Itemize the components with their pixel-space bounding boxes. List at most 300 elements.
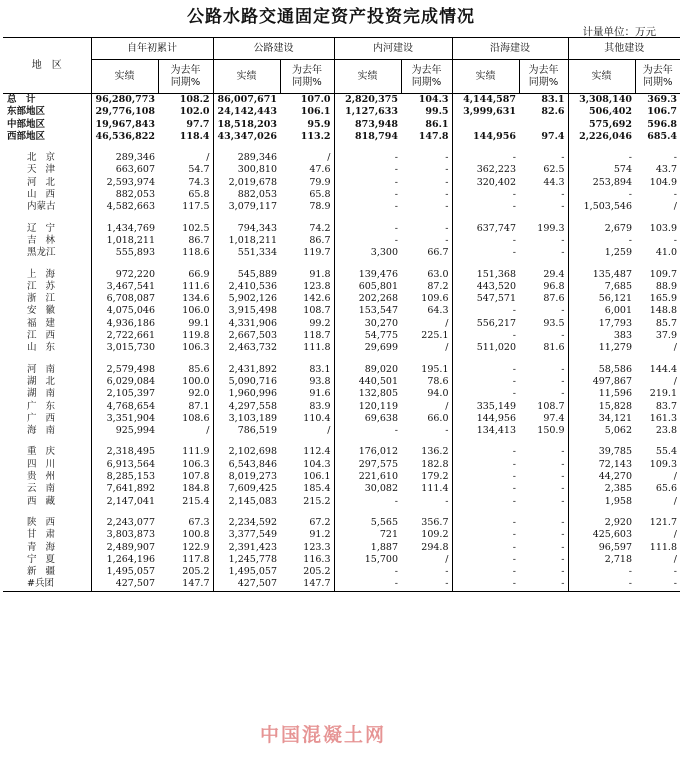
yoy-value: - xyxy=(445,425,449,437)
yoy-value: 108.6 xyxy=(182,412,210,424)
actual-value: 786,519 xyxy=(213,425,280,437)
row-spacer xyxy=(3,260,680,269)
actual-value: 972,220 xyxy=(91,269,158,281)
actual-value: 1,495,057 xyxy=(91,566,158,578)
actual-value: 89,020 xyxy=(334,364,401,376)
actual-value: 4,075,046 xyxy=(91,305,158,317)
province-row xyxy=(3,446,680,458)
yoy-value: 99.1 xyxy=(188,317,210,329)
region-name: 陕西 xyxy=(27,516,65,528)
yoy-value: 99.2 xyxy=(309,317,331,329)
yoy-value: 106.0 xyxy=(182,305,210,317)
yoy-value: 113.2 xyxy=(300,130,331,142)
actual-value: - xyxy=(452,388,519,400)
actual-value: 39,785 xyxy=(568,446,635,458)
yoy-value: 122.9 xyxy=(182,541,210,553)
actual-value: 5,902,126 xyxy=(213,293,280,305)
province-row xyxy=(3,269,680,281)
actual-value: 3,467,541 xyxy=(91,281,158,293)
yoy-value: 111.6 xyxy=(182,280,210,292)
actual-value: 17,793 xyxy=(568,318,635,330)
province-row xyxy=(3,318,680,330)
yoy-value: 62.5 xyxy=(543,164,565,176)
actual-value: 202,268 xyxy=(334,293,401,305)
actual-value: 3,015,730 xyxy=(91,342,158,354)
actual-value: 506,402 xyxy=(568,106,635,118)
actual-value: 3,079,117 xyxy=(213,201,280,213)
actual-value: 1,018,211 xyxy=(213,235,280,247)
yoy-value: 110.4 xyxy=(303,412,331,424)
province-row xyxy=(3,152,680,164)
yoy-value: 118.6 xyxy=(182,247,210,259)
province-row xyxy=(3,496,680,508)
yoy-value: 111.8 xyxy=(303,342,331,354)
actual-value: 1,434,769 xyxy=(91,223,158,235)
yoy-value: - xyxy=(561,458,565,470)
region-name: 河北 xyxy=(27,176,65,188)
actual-value: 1,264,196 xyxy=(91,554,158,566)
yoy-value: - xyxy=(561,541,565,553)
region-name: 安徽 xyxy=(27,305,65,317)
yoy-value: 109.2 xyxy=(421,529,449,541)
actual-value: 383 xyxy=(568,330,635,342)
actual-value: 2,489,907 xyxy=(91,542,158,554)
region-name: #兵团 xyxy=(3,578,91,591)
actual-value: 297,575 xyxy=(334,459,401,471)
yoy-value: 66.0 xyxy=(427,412,449,424)
actual-value: 3,308,140 xyxy=(568,94,635,107)
actual-value: 6,708,087 xyxy=(91,293,158,305)
yoy-value: 104.9 xyxy=(649,176,677,188)
region-name: 四川 xyxy=(27,458,65,470)
yoy-value: - xyxy=(401,578,452,591)
region-name: 江西 xyxy=(27,330,65,342)
actual-value: - xyxy=(568,235,635,247)
yoy-value: 121.7 xyxy=(649,516,677,528)
actual-value: 8,285,153 xyxy=(91,471,158,483)
yoy-value: - xyxy=(561,363,565,375)
yoy-value: 215.2 xyxy=(303,495,331,507)
region-name: 海南 xyxy=(27,425,65,437)
actual-value: - xyxy=(334,425,401,437)
yoy-value: 95.9 xyxy=(307,118,331,130)
yoy-subheader: 为去年 同期% xyxy=(158,60,213,94)
yoy-value: 79.9 xyxy=(309,176,331,188)
yoy-value: - xyxy=(445,189,449,201)
actual-value: 253,894 xyxy=(568,177,635,189)
actual-value: 3,803,873 xyxy=(91,529,158,541)
actual-value: 2,145,083 xyxy=(213,496,280,508)
actual-value: 29,699 xyxy=(334,342,401,354)
yoy-value: 123.8 xyxy=(303,280,331,292)
yoy-value: / xyxy=(445,342,449,354)
yoy-value: 55.4 xyxy=(655,446,677,458)
actual-value: - xyxy=(452,483,519,495)
actual-value: 511,020 xyxy=(452,342,519,354)
yoy-value: - xyxy=(561,566,565,578)
actual-value: - xyxy=(334,177,401,189)
region-name: 青海 xyxy=(27,541,65,553)
actual-value: 4,768,654 xyxy=(91,401,158,413)
actual-value: 425,603 xyxy=(568,529,635,541)
actual-value: 11,596 xyxy=(568,388,635,400)
actual-value: 96,280,773 xyxy=(91,94,158,107)
actual-value: 46,536,822 xyxy=(91,131,158,143)
yoy-value: - xyxy=(673,152,677,164)
yoy-value: 81.6 xyxy=(543,342,565,354)
actual-value: 794,343 xyxy=(213,223,280,235)
yoy-value: - xyxy=(561,553,565,565)
region-name: 宁夏 xyxy=(27,553,65,565)
actual-value: 289,346 xyxy=(91,152,158,164)
region-name: 云南 xyxy=(27,483,65,495)
yoy-value: 64.3 xyxy=(427,305,449,317)
actual-value: 69,638 xyxy=(334,413,401,425)
actual-value: 144,956 xyxy=(452,413,519,425)
actual-value: 2,318,495 xyxy=(91,446,158,458)
actual-value: 144,956 xyxy=(452,131,519,143)
yoy-value: 74.3 xyxy=(188,176,210,188)
actual-value: 335,149 xyxy=(452,401,519,413)
yoy-value: 150.9 xyxy=(537,425,565,437)
yoy-value: - xyxy=(561,247,565,259)
group-header: 内河建设 xyxy=(334,38,452,60)
yoy-value: 106.1 xyxy=(303,471,331,483)
yoy-value: 91.6 xyxy=(309,388,331,400)
province-row xyxy=(3,201,680,213)
actual-value: - xyxy=(334,578,401,591)
region-name: 吉林 xyxy=(27,234,65,246)
yoy-value: 165.9 xyxy=(649,293,677,305)
actual-value: 2,391,423 xyxy=(213,542,280,554)
yoy-value: 147.7 xyxy=(280,578,334,591)
actual-value: 4,331,906 xyxy=(213,318,280,330)
yoy-value: 136.2 xyxy=(421,446,449,458)
yoy-value: / xyxy=(673,375,677,387)
yoy-value: 161.3 xyxy=(649,412,677,424)
actual-value: 2,820,375 xyxy=(334,94,401,107)
actual-value: 96,597 xyxy=(568,542,635,554)
yoy-value: 109.7 xyxy=(649,268,677,280)
actual-value: - xyxy=(452,471,519,483)
province-row xyxy=(3,376,680,388)
actual-value: 320,402 xyxy=(452,177,519,189)
yoy-value: 118.7 xyxy=(303,330,331,342)
yoy-value: 47.6 xyxy=(309,164,331,176)
yoy-value: - xyxy=(445,222,449,234)
actual-value: - xyxy=(452,235,519,247)
region-name: 东部地区 xyxy=(7,106,46,118)
yoy-value: - xyxy=(445,152,449,164)
yoy-value: / xyxy=(327,152,331,164)
yoy-value: 83.1 xyxy=(541,94,565,105)
investment-table xyxy=(3,37,680,592)
actual-value: 18,518,203 xyxy=(213,119,280,131)
yoy-subheader: 为去年 同期% xyxy=(519,60,568,94)
yoy-value: - xyxy=(673,189,677,201)
actual-value: 1,960,996 xyxy=(213,388,280,400)
province-row xyxy=(3,189,680,201)
region-name: 上海 xyxy=(27,268,65,280)
actual-value: - xyxy=(452,529,519,541)
actual-value: - xyxy=(452,446,519,458)
yoy-value: 86.7 xyxy=(188,234,210,246)
yoy-value: - xyxy=(445,495,449,507)
actual-value: 873,948 xyxy=(334,119,401,131)
actual-value: 427,507 xyxy=(213,578,280,591)
actual-value: 4,144,587 xyxy=(452,94,519,107)
actual-value: 7,609,425 xyxy=(213,483,280,495)
province-row xyxy=(3,235,680,247)
yoy-value: 119.8 xyxy=(182,330,210,342)
row-spacer xyxy=(3,143,680,152)
actual-value: - xyxy=(334,201,401,213)
province-row xyxy=(3,342,680,354)
region-name: 江苏 xyxy=(27,280,65,292)
actual-value: 2,019,678 xyxy=(213,177,280,189)
actual-value: 86,007,671 xyxy=(213,94,280,107)
actual-value: 555,893 xyxy=(91,247,158,259)
actual-value: 15,828 xyxy=(568,401,635,413)
yoy-value: 102.0 xyxy=(179,106,210,118)
yoy-value: / xyxy=(673,342,677,354)
yoy-value: 205.2 xyxy=(182,566,210,578)
yoy-value: / xyxy=(206,425,210,437)
yoy-value: - xyxy=(561,483,565,495)
yoy-value: 94.0 xyxy=(427,388,449,400)
actual-value: 120,119 xyxy=(334,401,401,413)
yoy-value: 41.0 xyxy=(655,247,677,259)
province-row xyxy=(3,554,680,566)
actual-value: 2,147,041 xyxy=(91,496,158,508)
actual-value: - xyxy=(452,189,519,201)
yoy-value: 107.8 xyxy=(182,471,210,483)
region-name: 辽宁 xyxy=(27,222,65,234)
yoy-value: 65.8 xyxy=(188,189,210,201)
actual-value: - xyxy=(452,578,519,591)
actual-value: 4,297,558 xyxy=(213,401,280,413)
actual-value: 575,692 xyxy=(568,119,635,131)
actual-value: 1,887 xyxy=(334,542,401,554)
actual-subheader: 实绩 xyxy=(568,60,635,94)
actual-value: 134,413 xyxy=(452,425,519,437)
yoy-value: 215.4 xyxy=(182,495,210,507)
actual-value: 132,805 xyxy=(334,388,401,400)
yoy-value: / xyxy=(673,201,677,213)
yoy-value: 85.6 xyxy=(188,363,210,375)
actual-value: 925,994 xyxy=(91,425,158,437)
row-spacer xyxy=(3,508,680,517)
yoy-value: - xyxy=(561,189,565,201)
yoy-value: 91.2 xyxy=(309,529,331,541)
actual-value: 2,226,046 xyxy=(568,131,635,143)
total-row xyxy=(3,131,680,143)
actual-value: 443,520 xyxy=(452,281,519,293)
yoy-value: 108.7 xyxy=(537,400,565,412)
actual-value: 15,700 xyxy=(334,554,401,566)
actual-value: 497,867 xyxy=(568,376,635,388)
province-row xyxy=(3,177,680,189)
actual-value: - xyxy=(334,164,401,176)
actual-value: - xyxy=(452,566,519,578)
province-row xyxy=(3,281,680,293)
yoy-value: 106.1 xyxy=(300,106,331,118)
yoy-value: / xyxy=(673,495,677,507)
actual-value: - xyxy=(452,517,519,529)
yoy-value: 63.0 xyxy=(427,268,449,280)
actual-value: - xyxy=(568,578,635,591)
actual-value: 139,476 xyxy=(334,269,401,281)
yoy-subheader: 为去年 同期% xyxy=(401,60,452,94)
actual-value: 11,279 xyxy=(568,342,635,354)
yoy-value: 87.1 xyxy=(188,400,210,412)
group-header: 自年初累计 xyxy=(91,38,213,60)
yoy-value: - xyxy=(561,152,565,164)
actual-value: 605,801 xyxy=(334,281,401,293)
region-name: 中部地区 xyxy=(7,118,46,130)
yoy-subheader: 为去年 同期% xyxy=(280,60,334,94)
yoy-value: 182.8 xyxy=(421,458,449,470)
region-name: 内蒙古 xyxy=(27,201,56,213)
yoy-value: - xyxy=(445,566,449,578)
actual-value: 6,543,846 xyxy=(213,459,280,471)
actual-value: - xyxy=(334,189,401,201)
province-row xyxy=(3,542,680,554)
province-row xyxy=(3,293,680,305)
yoy-value: 356.7 xyxy=(421,516,449,528)
yoy-value: - xyxy=(445,201,449,213)
actual-value: 30,082 xyxy=(334,483,401,495)
region-name: 山东 xyxy=(27,342,65,354)
yoy-value: 29.4 xyxy=(543,268,565,280)
actual-value: - xyxy=(452,330,519,342)
actual-value: 19,967,843 xyxy=(91,119,158,131)
actual-value: 3,999,631 xyxy=(452,106,519,118)
yoy-value: / xyxy=(445,553,449,565)
actual-value: 721 xyxy=(334,529,401,541)
actual-value: 3,351,904 xyxy=(91,413,158,425)
province-row xyxy=(3,529,680,541)
actual-value: 3,103,189 xyxy=(213,413,280,425)
yoy-value: 184.8 xyxy=(182,483,210,495)
yoy-value: 596.8 xyxy=(647,118,677,130)
yoy-value: 88.9 xyxy=(655,280,677,292)
yoy-value: - xyxy=(561,375,565,387)
region-name: 天津 xyxy=(27,164,65,176)
yoy-value: 78.6 xyxy=(427,375,449,387)
actual-value: 1,503,546 xyxy=(568,201,635,213)
province-row xyxy=(3,471,680,483)
actual-value: 7,641,892 xyxy=(91,483,158,495)
total-row xyxy=(3,119,680,131)
yoy-value: 294.8 xyxy=(421,541,449,553)
yoy-value: - xyxy=(561,201,565,213)
yoy-value: 23.8 xyxy=(655,425,677,437)
actual-value: 3,300 xyxy=(334,247,401,259)
province-row xyxy=(3,566,680,578)
yoy-value: - xyxy=(635,578,680,591)
yoy-value: 134.6 xyxy=(182,293,210,305)
actual-value: 43,347,026 xyxy=(213,131,280,143)
yoy-value: 65.8 xyxy=(309,189,331,201)
actual-value: - xyxy=(452,542,519,554)
actual-value: 2,463,732 xyxy=(213,342,280,354)
actual-subheader: 实绩 xyxy=(91,60,158,94)
actual-value: 574 xyxy=(568,164,635,176)
yoy-value: 83.1 xyxy=(309,363,331,375)
row-spacer xyxy=(3,214,680,223)
actual-value: 637,747 xyxy=(452,223,519,235)
region-header: 地 区 xyxy=(3,38,91,94)
yoy-value: 108.7 xyxy=(303,305,331,317)
yoy-value: 147.7 xyxy=(158,578,213,591)
yoy-value: 66.7 xyxy=(427,247,449,259)
actual-value: 30,270 xyxy=(334,318,401,330)
actual-value: 1,245,778 xyxy=(213,554,280,566)
actual-value: - xyxy=(452,247,519,259)
province-row xyxy=(3,388,680,400)
yoy-value: 67.3 xyxy=(188,516,210,528)
yoy-value: - xyxy=(445,164,449,176)
actual-value: 4,582,663 xyxy=(91,201,158,213)
actual-value: 3,377,549 xyxy=(213,529,280,541)
yoy-value: 195.1 xyxy=(421,363,449,375)
group-header: 公路建设 xyxy=(213,38,334,60)
province-row xyxy=(3,305,680,317)
province-row xyxy=(3,247,680,259)
region-name: 西部地区 xyxy=(7,130,46,142)
yoy-value: 199.3 xyxy=(537,222,565,234)
actual-value: - xyxy=(452,459,519,471)
actual-value: 2,431,892 xyxy=(213,364,280,376)
yoy-value: 104.3 xyxy=(418,94,449,105)
yoy-value: 119.7 xyxy=(303,247,331,259)
actual-value: 6,001 xyxy=(568,305,635,317)
yoy-value: 185.4 xyxy=(303,483,331,495)
yoy-value: 123.3 xyxy=(303,541,331,553)
yoy-value: 43.7 xyxy=(655,164,677,176)
actual-value: - xyxy=(452,152,519,164)
province-row xyxy=(3,401,680,413)
row-spacer xyxy=(3,355,680,364)
yoy-value: / xyxy=(445,317,449,329)
actual-value: 2,105,397 xyxy=(91,388,158,400)
actual-value: 135,487 xyxy=(568,269,635,281)
actual-value: - xyxy=(452,554,519,566)
yoy-value: - xyxy=(561,495,565,507)
actual-value: 7,685 xyxy=(568,281,635,293)
yoy-value: 86.7 xyxy=(309,234,331,246)
actual-value: 5,565 xyxy=(334,517,401,529)
watermark: 中国混凝土网 xyxy=(260,724,387,746)
region-name: 贵州 xyxy=(27,471,65,483)
yoy-value: 93.5 xyxy=(543,317,565,329)
page-title: 公路水路交通固定资产投资完成情况 xyxy=(187,7,475,27)
actual-value: 663,607 xyxy=(91,164,158,176)
region-name: 浙江 xyxy=(27,293,65,305)
yoy-value: 85.7 xyxy=(655,317,677,329)
yoy-value: 103.9 xyxy=(649,222,677,234)
actual-value: 2,593,974 xyxy=(91,177,158,189)
yoy-value: 92.0 xyxy=(188,388,210,400)
yoy-value: 78.9 xyxy=(309,201,331,213)
actual-value: 56,121 xyxy=(568,293,635,305)
actual-value: - xyxy=(452,201,519,213)
yoy-value: 96.8 xyxy=(543,280,565,292)
yoy-value: 148.8 xyxy=(649,305,677,317)
actual-value: 153,547 xyxy=(334,305,401,317)
yoy-value: 106.3 xyxy=(182,342,210,354)
